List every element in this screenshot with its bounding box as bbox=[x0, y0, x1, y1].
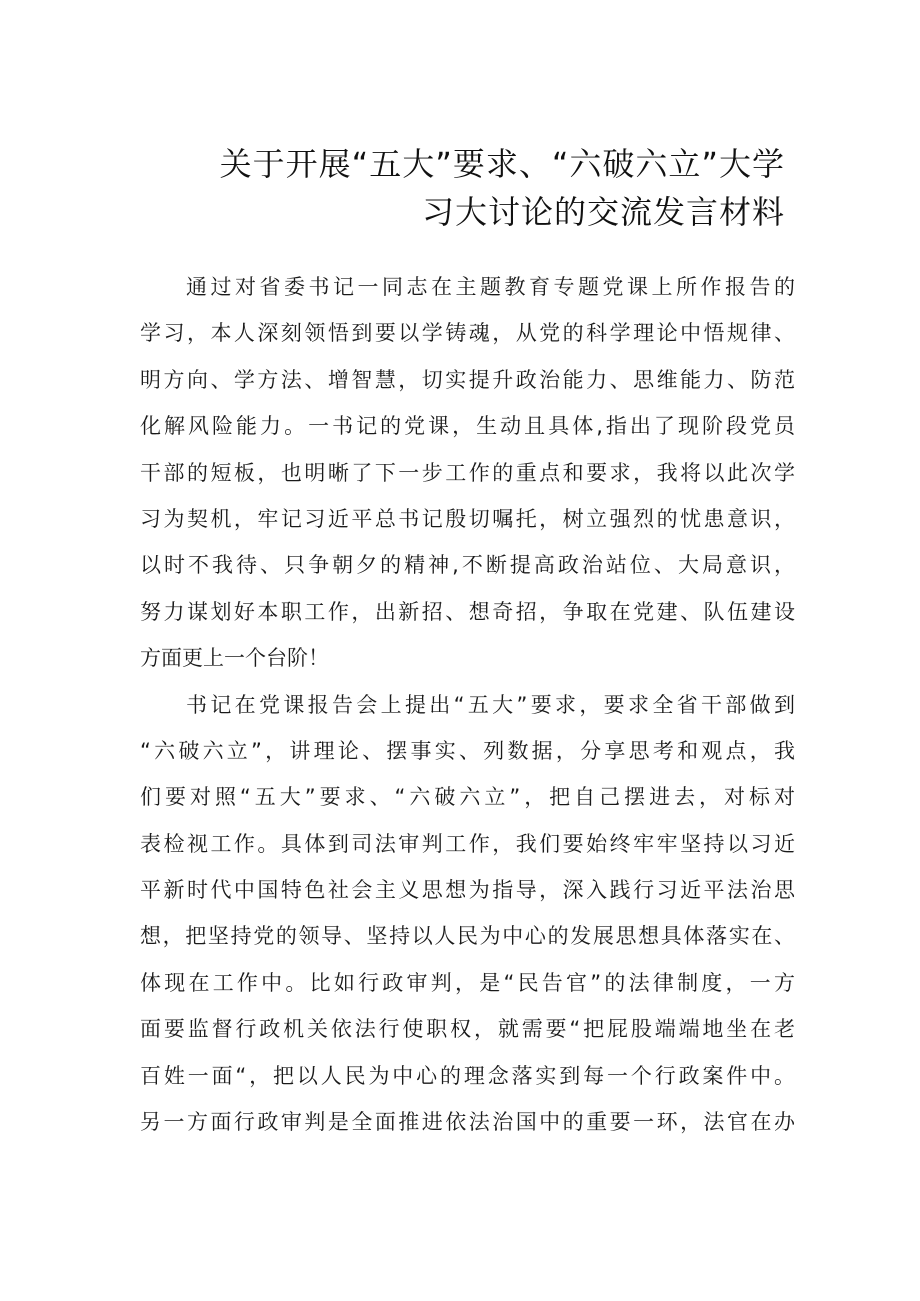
title-line-2: 习大讨论的交流发言材料 bbox=[421, 193, 785, 231]
paragraph-2-line: 另一方面行政审判是全面推进依法治国中的重要一环，法官在办 bbox=[140, 1110, 795, 1135]
paragraph-2-line: “六破六立”，讲理论、摆事实、列数据，分享思考和观点，我 bbox=[140, 738, 795, 763]
paragraph-2-line: 想，把坚持党的领导、坚持以人民为中心的发展思想具体落实在、 bbox=[140, 924, 795, 949]
paragraph-1-line: 干部的短板，也明晰了下一步工作的重点和要求，我将以此次学 bbox=[140, 460, 795, 485]
paragraph-1-line: 习为契机，牢记习近平总书记殷切嘱托，树立强烈的忧患意识， bbox=[140, 506, 795, 531]
paragraph-1-line: 化解风险能力。一书记的党课，生动且具体,指出了现阶段党员 bbox=[140, 414, 795, 439]
paragraph-1-line: 努力谋划好本职工作，出新招、想奇招，争取在党建、队伍建设 bbox=[140, 599, 795, 624]
document-body bbox=[140, 264, 795, 1145]
title-line-1: 关于开展“五大”要求、“六破六立”大学 bbox=[219, 145, 785, 183]
paragraph-2-line: 体现在工作中。比如行政审判，是“民告官”的法律制度，一方 bbox=[140, 970, 795, 995]
paragraph-2-line: 面要监督行政机关依法行使职权，就需要“把屁股端端地坐在老 bbox=[140, 1017, 795, 1042]
paragraph-2-line: 平新时代中国特色社会主义思想为指导，深入践行习近平法治思 bbox=[140, 878, 795, 903]
paragraph-1-line: 学习，本人深刻领悟到要以学铸魂，从党的科学理论中悟规律、 bbox=[140, 321, 795, 346]
paragraph-2-line: 书记在党课报告会上提出“五大”要求，要求全省干部做到 bbox=[186, 692, 795, 717]
paragraph-2-line: 表检视工作。具体到司法审判工作，我们要始终牢牢坚持以习近 bbox=[140, 831, 795, 856]
paragraph-1-line: 以时不我待、只争朝夕的精神,不断提高政治站位、大局意识， bbox=[140, 553, 795, 578]
paragraph-1-line: 明方向、学方法、增智慧，切实提升政治能力、思维能力、防范 bbox=[140, 367, 795, 392]
paragraph-2-line: 百姓一面“，把以人民为中心的理念落实到每一个行政案件中。 bbox=[140, 1063, 795, 1088]
document-title bbox=[140, 140, 785, 236]
paragraph-1-line: 方面更上一个台阶！ bbox=[140, 646, 329, 671]
paragraph-2-line: 们要对照“五大”要求、“六破六立”，把自己摆进去，对标对 bbox=[140, 785, 795, 810]
paragraph-1-line: 通过对省委书记一同志在主题教育专题党课上所作报告的 bbox=[186, 275, 795, 299]
